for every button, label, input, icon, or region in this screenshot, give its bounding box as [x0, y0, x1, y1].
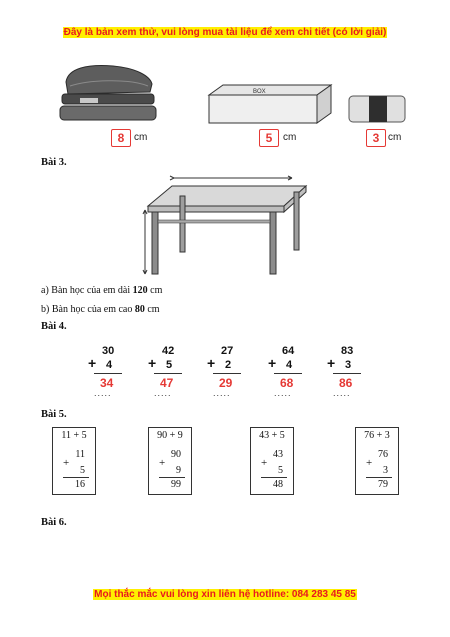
sum: 99 — [171, 479, 181, 490]
vertical-addition: + 83 3 86 ..... — [327, 345, 367, 395]
preview-banner-text: Đây là bản xem thử, vui lòng mua tài liệu để xem chi tiết (có lời giải) — [63, 27, 387, 38]
bai3-line-b: b) Bàn học của em cao 80 cm — [41, 304, 160, 315]
answer: 47 — [160, 376, 174, 390]
exercise-6-heading: Bài 6. — [41, 517, 67, 528]
hotline-banner — [0, 589, 450, 600]
desk-length-value: 120 — [132, 285, 148, 296]
desk-height-value: 80 — [134, 304, 145, 315]
sum: 79 — [378, 479, 388, 490]
vertical-addition: + 42 5 47 ..... — [148, 345, 188, 395]
sum: 48 — [273, 479, 283, 490]
eraser-length-unit: cm — [388, 132, 402, 143]
exercise-6-label: Bài 6 — [41, 517, 65, 528]
exercise-3-heading: Bài 3. — [41, 157, 67, 168]
svg-text:BOX: BOX — [253, 89, 266, 95]
exercise-5-heading: Bài 5. — [41, 409, 67, 420]
exercise-5-label: Bài 5 — [41, 409, 65, 420]
addition-box: 76 + 3 76 + 3 79 — [355, 427, 399, 495]
sum: 16 — [75, 479, 85, 490]
answer: 68 — [280, 376, 294, 390]
table-icon — [142, 170, 314, 278]
vertical-addition: + 30 4 34 ..... — [88, 345, 128, 395]
addition-box: 11 + 5 11 + 5 16 — [52, 427, 96, 495]
eraser-icon — [347, 94, 407, 124]
addition-box: 43 + 5 43 + 5 48 — [250, 427, 294, 495]
stapler-length-value: 8 — [111, 129, 131, 147]
answer: 86 — [339, 376, 353, 390]
preview-banner — [0, 27, 450, 38]
vertical-addition: + 27 2 29 ..... — [207, 345, 247, 395]
eraser-length-value: 3 — [366, 129, 386, 147]
stapler-icon — [58, 62, 158, 126]
exercise-3-label: Bài 3 — [41, 157, 65, 168]
bai3-line-a: a) Bàn học của em dài 120 cm — [41, 285, 163, 296]
stapler-length-unit: cm — [134, 132, 148, 143]
exercise-4-heading: Bài 4. — [41, 321, 67, 332]
answer: 29 — [219, 376, 233, 390]
addition-box: 90 + 9 90 + 9 99 — [148, 427, 192, 495]
hotline-banner-text: Mọi thắc mắc vui lòng xin liên hệ hotline: 084 283 45 85 — [94, 589, 356, 600]
answer: 34 — [100, 376, 114, 390]
box-icon — [205, 83, 335, 127]
box-length-unit: cm — [283, 132, 297, 143]
box-length-value: 5 — [259, 129, 279, 147]
vertical-addition: + 64 4 68 ..... — [268, 345, 308, 395]
exercise-4-label: Bài 4 — [41, 321, 65, 332]
